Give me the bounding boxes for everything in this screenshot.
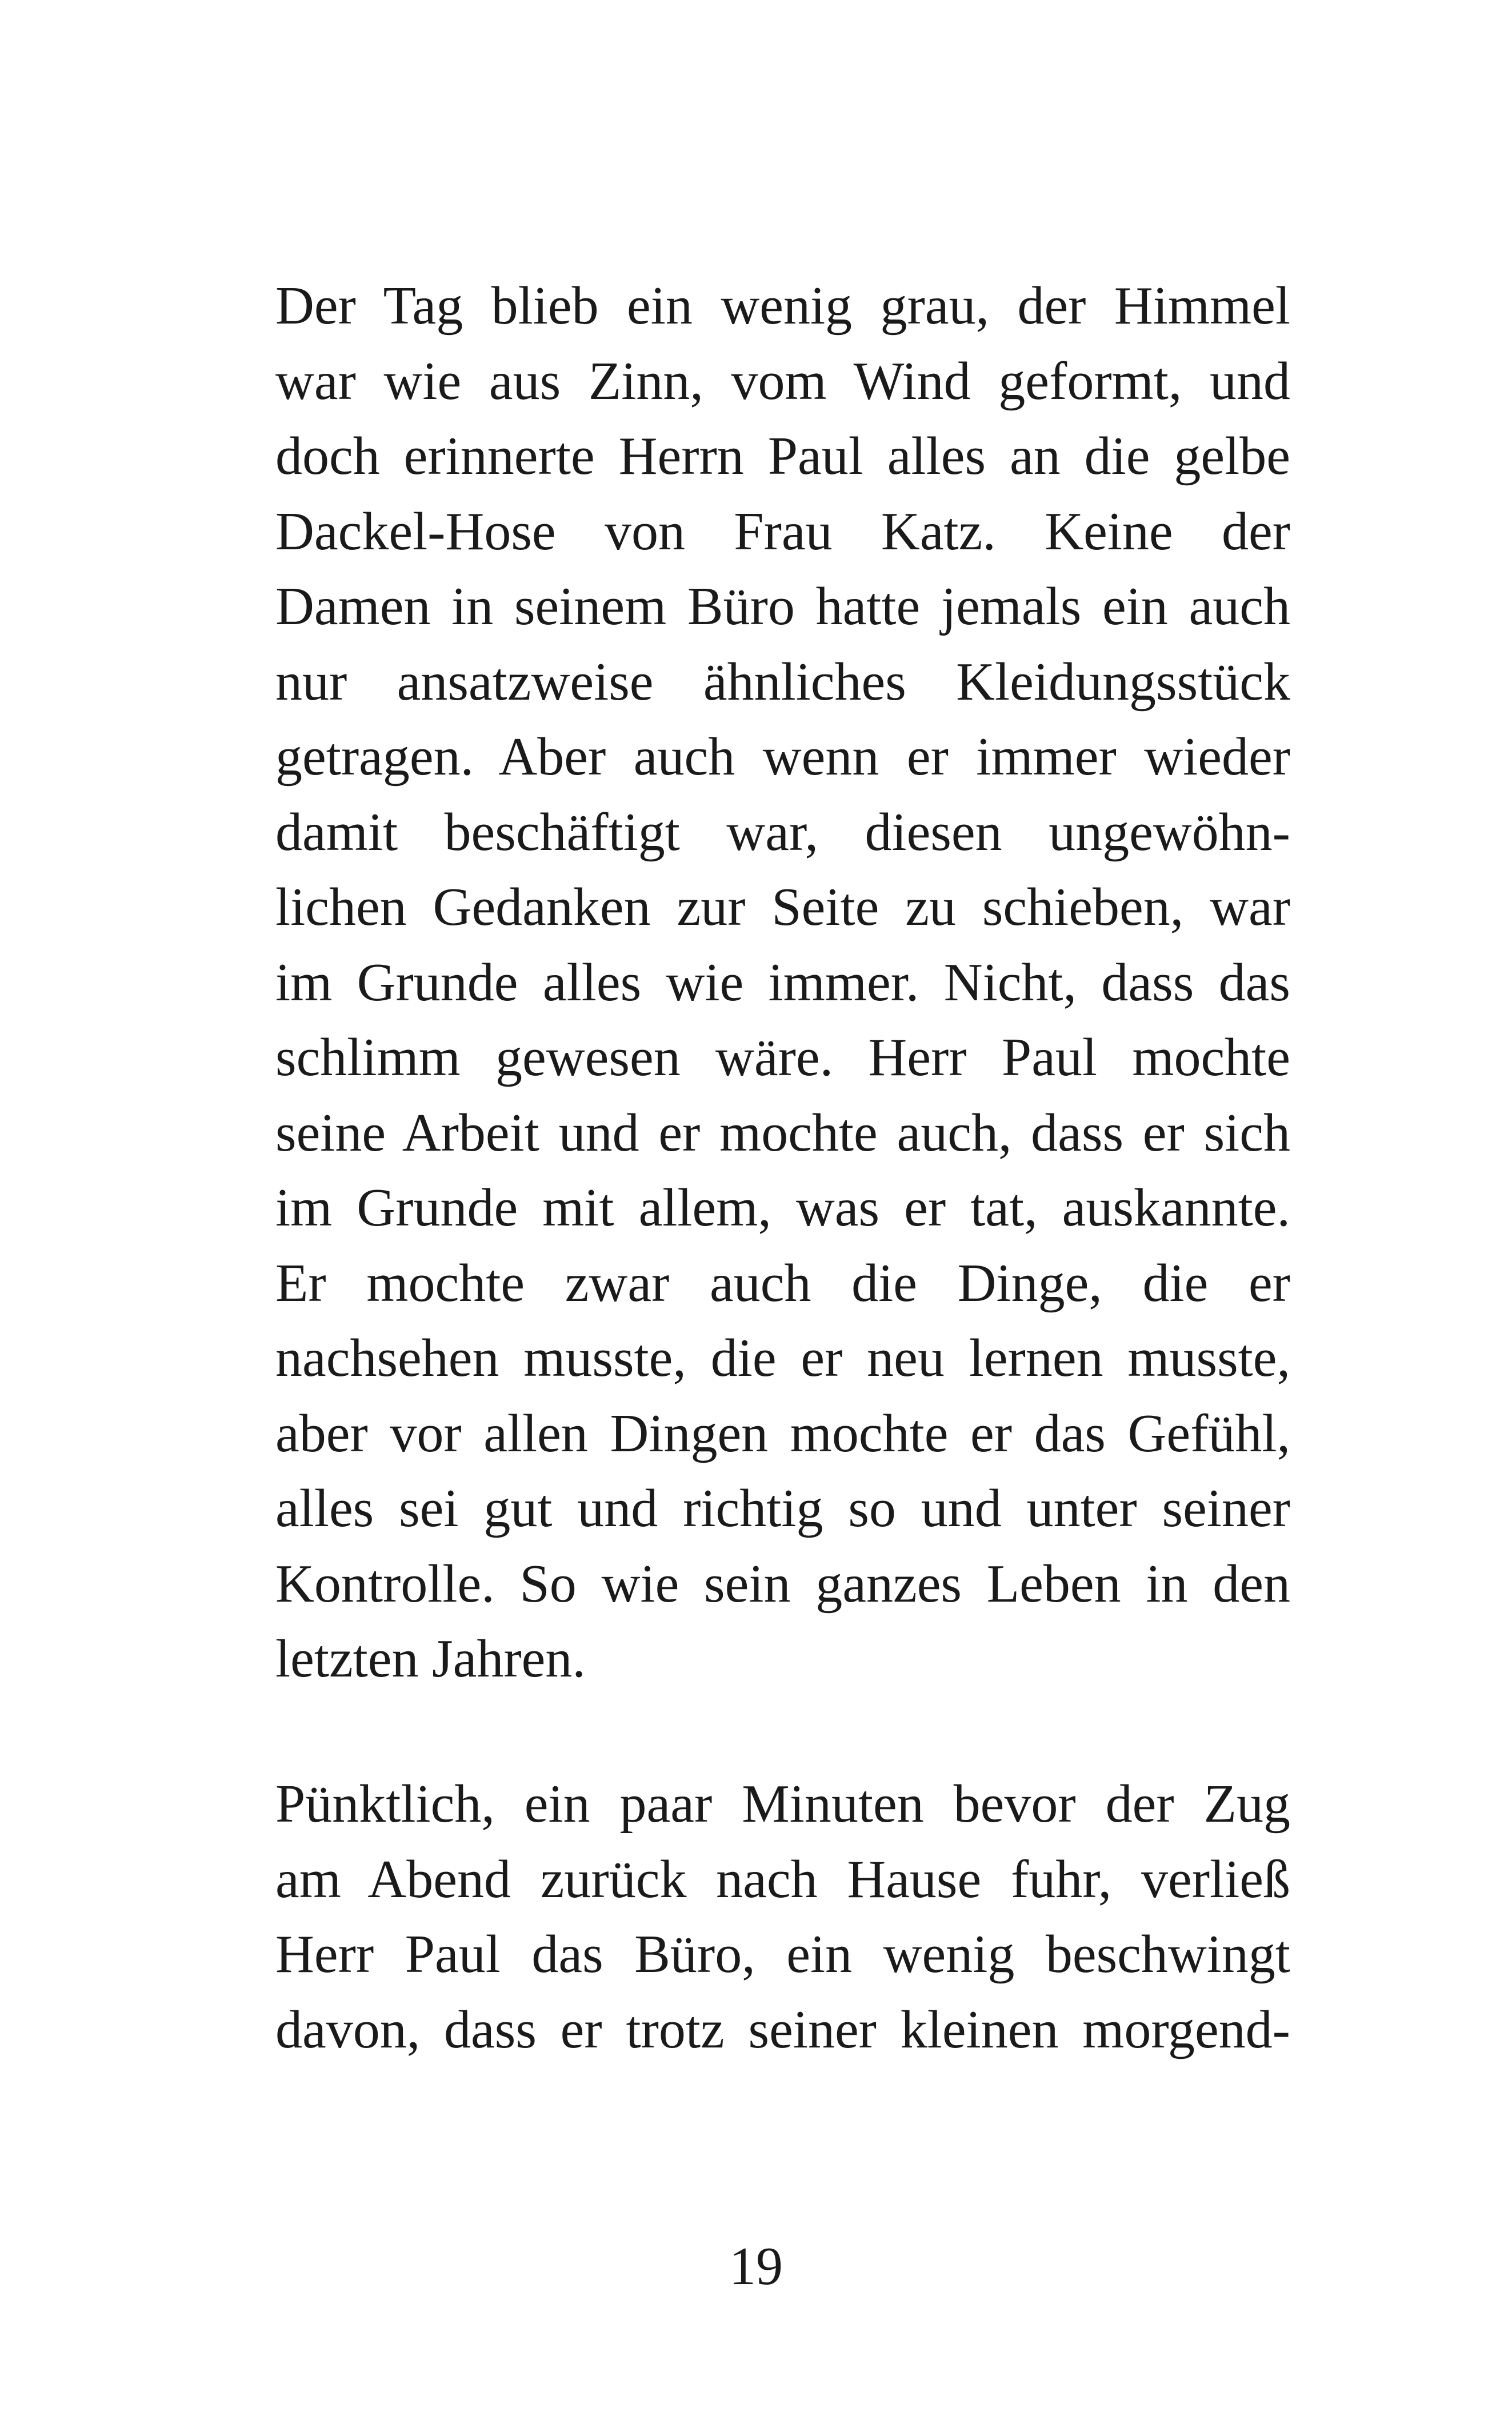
page-number: 19 <box>729 2237 783 2296</box>
text-line: schlimm gewesen wäre. Herr Paul mochte <box>275 1028 1290 1087</box>
text-line: Pünktlich, ein paar Minuten bevor der Zug <box>275 1774 1290 1834</box>
text-line: davon, dass er trotz seiner kleinen morgend- <box>275 1999 1290 2059</box>
text-line: Damen in seinem Büro hatte jemals ein auch <box>275 577 1290 636</box>
text-line: doch erinnerte Herrn Paul alles an die gelbe <box>275 426 1290 486</box>
text-line: nur ansatzweise ähnliches Kleidungsstück <box>275 652 1290 712</box>
text-line: im Grunde alles wie immer. Nicht, dass das <box>275 952 1290 1012</box>
text-line: Herr Paul das Büro, ein wenig beschwingt <box>275 1925 1290 1984</box>
text-line: am Abend zurück nach Hause fuhr, verließ <box>275 1849 1290 1909</box>
text-line: lichen Gedanken zur Seite zu schieben, war <box>275 877 1290 937</box>
text-line: Er mochte zwar auch die Dinge, die er <box>275 1253 1290 1313</box>
text-line: nachsehen musste, die er neu lernen musste, <box>275 1328 1290 1388</box>
text-line: Dackel-Hose von Frau Katz. Keine der <box>275 501 1290 561</box>
text-line: aber vor allen Dingen mochte er das Gefühl, <box>275 1403 1290 1463</box>
text-line: getragen. Aber auch wenn er immer wieder <box>275 727 1290 787</box>
paragraph <box>275 269 1290 1697</box>
text-line: Kontrolle. So wie sein ganzes Leben in den <box>275 1554 1290 1614</box>
text-line: war wie aus Zinn, vom Wind geformt, und <box>275 351 1290 411</box>
text-line: Der Tag blieb ein wenig grau, der Himmel <box>275 276 1290 336</box>
text-line: seine Arbeit und er mochte auch, dass er sich <box>275 1103 1290 1163</box>
text-line: letzten Jahren. <box>275 1629 586 1688</box>
text-line: alles sei gut und richtig so und unter seiner <box>275 1479 1290 1538</box>
paragraph <box>275 1767 1290 2067</box>
text-line: damit beschäftigt war, diesen ungewöhn- <box>275 802 1290 862</box>
text-line: im Grunde mit allem, was er tat, auskannte. <box>275 1178 1290 1238</box>
